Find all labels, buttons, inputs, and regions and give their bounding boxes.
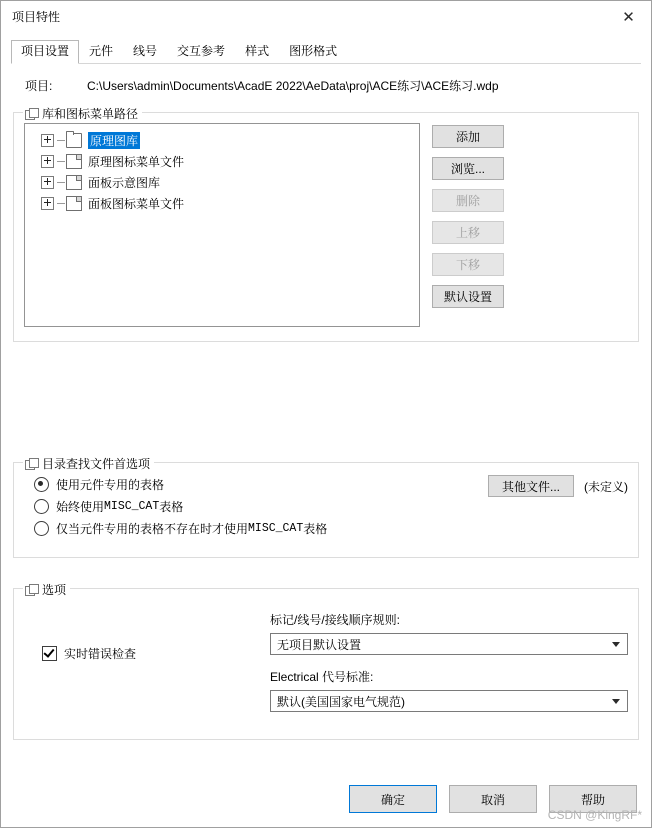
group-icon [25, 584, 38, 596]
expand-icon[interactable] [41, 155, 54, 168]
electrical-code-value: 默认(美国国家电气规范) [277, 694, 405, 709]
add-button[interactable]: 添加 [432, 125, 504, 148]
other-file-status: (未定义) [584, 479, 628, 494]
chevron-down-icon[interactable] [612, 699, 620, 704]
file-icon [66, 196, 82, 211]
window-title: 项目特性 [12, 10, 61, 24]
chevron-down-icon[interactable] [612, 642, 620, 647]
catalog-lookup-legend [23, 455, 154, 472]
tree-item-label: 原理图库 [90, 134, 139, 148]
options-body [24, 599, 628, 712]
options-legend [23, 581, 70, 598]
tab-underline [11, 63, 641, 64]
order-rule-label: 标记/线号/接线顺序规则: [270, 613, 401, 627]
tree-connector [57, 161, 65, 162]
tree-item-schematic-icon-menu[interactable] [29, 151, 415, 172]
help-button[interactable]: 帮助 [549, 785, 637, 813]
catalog-lookup-legend-text: 目录查找文件首选项 [42, 457, 151, 471]
field-spacer [270, 655, 628, 668]
radio-icon[interactable] [34, 499, 49, 514]
radio-label-mono: MISC_CAT [104, 499, 160, 513]
library-paths-group [13, 107, 639, 342]
options-right-column [270, 599, 628, 712]
tab-bar [1, 40, 651, 64]
library-paths-legend-text: 库和图标菜单路径 [42, 107, 139, 121]
tree-item-label: 面板图标菜单文件 [88, 197, 185, 211]
tree-item-label: 原理图标菜单文件 [88, 155, 185, 169]
delete-button[interactable]: 删除 [432, 189, 504, 212]
tab-components[interactable]: 元件 [89, 44, 114, 58]
other-file-row [488, 475, 628, 497]
file-icon [66, 175, 82, 190]
tree-connector [57, 203, 65, 204]
electrical-code-dropdown[interactable] [270, 690, 628, 712]
tab-project-settings[interactable]: 项目设置 [11, 40, 79, 64]
options-legend-text: 选项 [42, 583, 67, 597]
project-label: 项目: [25, 79, 53, 93]
radio-misc-cat-fallback[interactable] [24, 517, 628, 539]
cancel-button[interactable]: 取消 [449, 785, 537, 813]
move-up-button[interactable]: 上移 [432, 221, 504, 244]
tree-item-schematic-library[interactable] [29, 130, 415, 151]
move-down-button[interactable]: 下移 [432, 253, 504, 276]
library-button-column [432, 123, 504, 327]
expand-icon[interactable] [41, 176, 54, 189]
radio-label: 使用元件专用的表格 [56, 477, 165, 492]
catalog-lookup-group [13, 457, 639, 558]
electrical-code-label: Electrical 代号标准: [270, 670, 374, 684]
library-tree[interactable] [24, 123, 420, 327]
library-paths-body [24, 123, 628, 327]
options-group [13, 583, 639, 740]
radio-label-suffix: 表格 [159, 499, 184, 514]
options-left-column [24, 599, 270, 712]
expand-icon[interactable] [41, 197, 54, 210]
dialog-content [1, 65, 651, 771]
tree-item-panel-library[interactable] [29, 172, 415, 193]
watermark: CSDN @KingRF* [547, 808, 642, 822]
title-bar [1, 1, 651, 33]
radio-label-mono: MISC_CAT [248, 521, 304, 535]
tree-connector [57, 140, 65, 141]
project-row [13, 77, 639, 94]
radio-label-suffix: 表格 [303, 521, 328, 536]
radio-icon[interactable] [34, 521, 49, 536]
tab-drawing-format[interactable]: 图形格式 [289, 44, 338, 58]
other-file-button[interactable]: 其他文件... [488, 475, 574, 497]
tree-item-panel-icon-menu[interactable] [29, 193, 415, 214]
group-icon [25, 108, 38, 120]
folder-icon [66, 133, 82, 148]
radio-label-prefix: 仅当元件专用的表格不存在时才使用 [56, 521, 249, 536]
realtime-error-check-label: 实时错误检查 [64, 647, 137, 661]
ok-button[interactable]: 确定 [349, 785, 437, 813]
project-path-value: C:\Users\admin\Documents\AcadE 2022\AeData\proj\ACE练习\ACE练习.wdp [87, 79, 499, 93]
tab-wire-numbers[interactable]: 线号 [133, 44, 158, 58]
tree-item-label: 面板示意图库 [88, 176, 161, 190]
order-rule-dropdown[interactable] [270, 633, 628, 655]
tab-cross-reference[interactable]: 交互参考 [177, 44, 226, 58]
expand-icon[interactable] [41, 134, 54, 147]
group-icon [25, 458, 38, 470]
radio-always-misc-cat[interactable] [24, 495, 628, 517]
dialog-footer [1, 771, 651, 827]
realtime-error-check-row[interactable] [42, 645, 270, 662]
browse-button[interactable]: 浏览... [432, 157, 504, 180]
checkbox-icon[interactable] [42, 646, 57, 661]
default-settings-button[interactable]: 默认设置 [432, 285, 504, 308]
tree-connector [57, 182, 65, 183]
library-paths-legend [23, 105, 142, 122]
close-icon[interactable]: ✕ [622, 8, 635, 26]
tab-styles[interactable]: 样式 [245, 44, 270, 58]
file-icon [66, 154, 82, 169]
order-rule-value: 无项目默认设置 [277, 637, 362, 652]
radio-label-prefix: 始终使用 [56, 499, 105, 514]
radio-icon[interactable] [34, 477, 49, 492]
